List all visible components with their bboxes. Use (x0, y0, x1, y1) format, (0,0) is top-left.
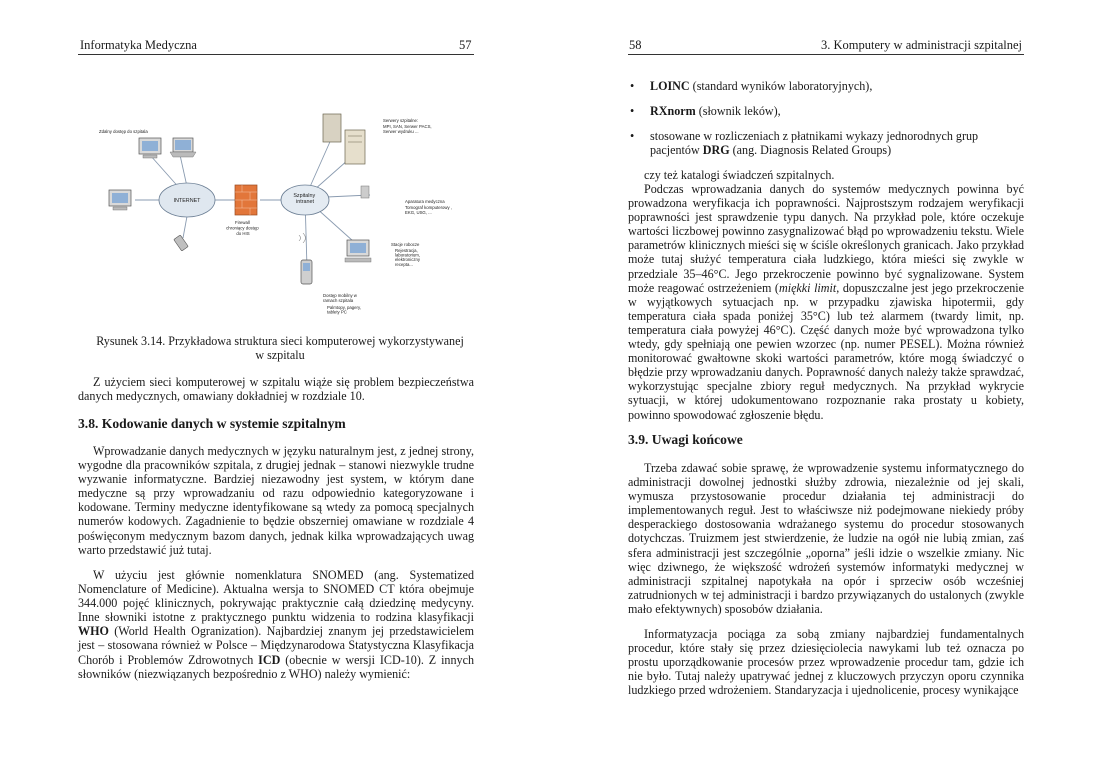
snomed-paragraph (78, 568, 474, 681)
snomed-text-part: (World Health Ogranization). Najbardziej znanym jej przedstawicielem jest – stosowana również w Polsce – Międzynarodowa Statystyczna Klasyfikacja Chorób i Problemów Zdrowotnych (78, 624, 474, 667)
figure-caption: Rysunek 3.14. Przykładowa struktura sieci komputerowej wykorzystywanej w szpitalu (96, 334, 464, 363)
intranet-label-line: intranet (296, 199, 314, 205)
workstations-title: Stacje robocze (391, 242, 420, 247)
firewall-icon (235, 185, 257, 215)
apparatus-title: Aparatura medyczna (405, 199, 445, 204)
section-heading-3-8: 3.8. Kodowanie danych w systemie szpitalnym (78, 416, 346, 431)
right-page (550, 0, 1100, 781)
bullet-text: (ang. Diagnosis Related Groups) (729, 143, 892, 158)
informatization-paragraph: Informatyzacja pociąga za sobą zmiany najbardziej fundamentalnych procedur, które stały się przez dziesięciolecia nawykami lub też oznacza po prostu uporządkowanie procesów przez wprowadzenie procedur tam, gdzie ich nie było. Tutaj należy upatrywać jednej z kluczowych przyczyn oporu czynnika ludzkiego przed wdrożeniem. Standaryzacja i ujednolicenie, procesy wynikające (628, 627, 1024, 698)
internet-label: INTERNET (173, 198, 201, 204)
mobile-title-line: ramach szpitala (323, 298, 354, 303)
remarks-paragraph: Trzeba zdawać sobie sprawę, że wprowadzenie systemu informatycznego do administracji dowolnej jednostki służby zdrowia, niezależnie od jej skali, wymusza przystosowanie procedur działania tej administracji do implementowanych reguł. Jest to właściwsze niż podejmowane niekiedy próby desperackiego dostosowania wdrażanego systemu do procedur stosowanych dotychczas. Truizmem jest stwierdzenie, że ludzie na ogół nie lubią zmian, zaś sfera administracji jest szczególnie „oporna” jeśli idzie o wszelkie zmiany. Nic więc dziwnego, że większość wdrożeń systemów informatyki medycznej w administracji szpitalnej napotykała na opór i sprzeciw osób wcześniej zatrudnionych w tej administracji i bardzo przywiązanych do ustalonych (zwykle mało efektywnych) sposobów działania. (628, 461, 1024, 616)
firewall-label-line: Firewall (234, 220, 250, 225)
apparatus-detail-line: Tomograf komputerowy , (405, 205, 453, 210)
remote-laptop-icon (170, 138, 196, 157)
workstations-detail-line: laboratorium, (395, 252, 421, 258)
intranet-label-line: Szpitalny (293, 193, 316, 199)
bullet-term: LOINC (650, 79, 690, 93)
running-header-title: Informatyka Medyczna (80, 38, 197, 52)
bullet-text: (standard wyników laboratoryjnych), (689, 79, 873, 93)
bullet-term: DRG (702, 143, 730, 158)
workstations-detail-line: elektroniczny (395, 257, 421, 263)
mobile-detail-line: tablety PC (327, 309, 347, 315)
data-entry-paragraph (628, 182, 1024, 422)
servers-detail-line: MPI, SAN, Serwer PACS, (383, 124, 432, 129)
bullet-term: RXnorm (650, 104, 696, 118)
mobile-device-icon (299, 233, 312, 284)
medical-apparatus-icon (361, 186, 369, 198)
mobile-title (323, 293, 358, 303)
mobile-detail (327, 305, 362, 315)
snomed-text-part: (obecnie w wersji ICD-10). Z innych słowników (niezwiązanych bezpośrednio z WHO) należy wymienić: (78, 652, 474, 681)
header-rule (78, 54, 474, 55)
page-number: 57 (459, 38, 472, 52)
hospital-network-diagram (95, 100, 465, 325)
who-term: WHO (78, 624, 109, 639)
firewall-label (226, 220, 260, 236)
snomed-text-part: W użyciu jest głównie nomenklatura SNOMED (ang. Systematized Nomenclature of Medicine). Aktualna wersja to SNOMED CT która obejmuje 344.000 pojęć klinicznych, pokrywając praktycznie całą dziedzinę medycyny. Inne słowniki istotne z praktycznego punktu widzenia to rodzina klasyfikacji (78, 568, 474, 625)
bullet-text: stosowane w rozliczeniach z płatnikami wykazy jednorodnych grup pacjentów (650, 129, 979, 158)
bullet-marker: • (630, 79, 635, 93)
mobile-title-line: Dostęp mobilny w (323, 293, 357, 298)
icd-term: ICD (258, 652, 281, 667)
running-header-title: 3. Komputery w administracji szpitalnej (821, 38, 1022, 52)
remote-phone-icon (174, 235, 189, 251)
workstations-detail (395, 248, 421, 267)
server-icon (323, 114, 365, 164)
servers-title: Serwery szpitalne: (383, 118, 419, 123)
firewall-label-line: do HIS (236, 231, 250, 236)
internet-cloud (159, 183, 215, 217)
bullet-item (630, 129, 1010, 157)
remote-access-label: Zdalny dostęp do szpitala (99, 129, 148, 134)
data-entry-text-part: Podczas wprowadzania danych do systemów medycznych powinna być prowadzona weryfikacja ich poprawności. Najprostszym rodzajem weryfikacji poprawności jest sprawdzenie typu danych. Na przykład pole, które oczekuje wartości liczbowej powinno zasygnalizować błąd po wprowadzeniu tekstu. Wiele parametrów klinicznych mieści się w ściśle określonych granicach. Jako przykład może tutaj służyć temperatura ciała ludzkiego, która mieści się zwykle w przedziale 35–46°C. Jego przekroczenie powinno być sygnalizowane. System może reagować ostrzeżeniem ( (628, 182, 1024, 295)
workstations-detail-line: recepta... (395, 261, 413, 267)
remote-pc-icon (109, 190, 131, 210)
soft-limit-term: miękki limit (778, 280, 837, 295)
bullet-text: (słownik leków), (695, 104, 781, 118)
header-rule (628, 54, 1024, 55)
bullet-item (630, 79, 1050, 93)
coding-paragraph: Wprowadzanie danych medycznych w języku naturalnym jest, z jednej strony, wygodne dla pracowników szpitala, z drugiej jednak – stanowi niezwykle trudne wyzwanie informatyczne. Bardziej niezawodny jest system, w którym dane medyczne są przy wprowadzaniu od razu odpowiednio kategoryzowane i kodowane. Terminy medyczne identyfikowane są wtedy za pomocą specjalnych numerów kodowych. Zagadnienie to będzie obszerniej omawiane w rozdziale 4 poświęconym medycznym bazom danych, jednak kilka wprowadzających uwag warto przedstawić już tutaj. (78, 444, 474, 557)
bullet-marker: • (630, 104, 635, 118)
mobile-detail-line: Palmtopy, pagery, (327, 305, 361, 310)
servers-detail (383, 124, 433, 134)
data-entry-text-part: , dopuszczalne jest jego przekroczenie w wyjątkowych sytuacjach np. w przypadku zjawiska hipotermii, gdy temperatura ciała spada poniżej 35°C) lub też alarmem (twardy limit, np. temperatura ciała powyżej 46°C). Część danych może być wprowadzona tylko wtedy, gdy spełniają one pewien wzorzec (np. numer PESEL). Można również monitorować gwałtowne skoki wartości parametrów, które mogą świadczyć o błędzie przy wprowadzaniu danych. Poprawność danych należy także sprawdzać, wykorzystując specjalne zbiory reguł medycznych. Na przykład wykrycie sytuacji, w której udokumentowano rozpoznanie raka prostaty u kobiety, powinno spowodować zgłoszenie błędu. (628, 280, 1025, 422)
page-number: 58 (629, 38, 642, 52)
apparatus-detail-line: EKG, USG, ... (405, 210, 432, 215)
section-heading-3-9: 3.9. Uwagi końcowe (628, 432, 743, 447)
firewall-label-line: chroniący dostęp (226, 225, 259, 231)
workstations-detail-line: Rejestracja, (395, 248, 418, 253)
workstation-icon (345, 240, 371, 262)
intranet-cloud (281, 185, 329, 215)
servers-detail-line: Serwer wydruku ... (383, 129, 419, 134)
intranet-label (293, 193, 316, 205)
apparatus-detail (405, 205, 453, 215)
bullet-item (630, 104, 1050, 118)
catalogs-line: czy też katalogi świadczeń szpitalnych. (644, 168, 835, 182)
network-security-paragraph: Z użyciem sieci komputerowej w szpitalu wiąże się problem bezpieczeństwa danych medycznych, omawiany dokładniej w rozdziale 10. (78, 375, 474, 404)
bullet-marker: • (630, 129, 635, 143)
remote-desktop-icon (139, 138, 161, 158)
